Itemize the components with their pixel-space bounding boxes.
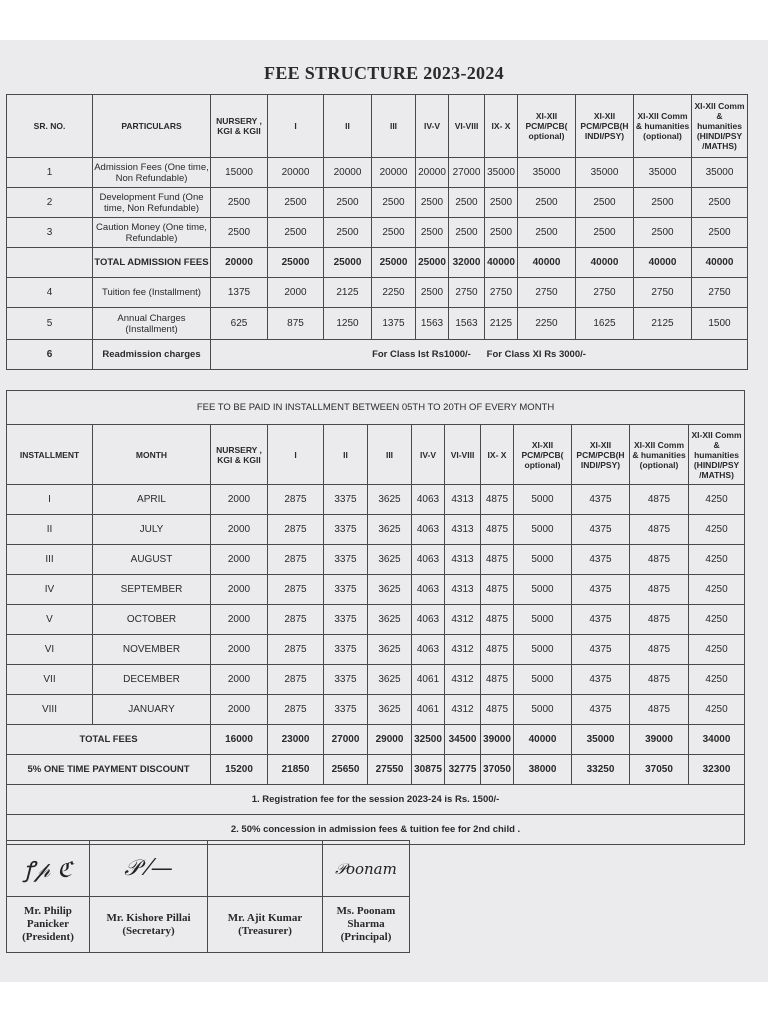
fee-value: 2500 xyxy=(576,218,634,248)
fee-value: 4063 xyxy=(412,605,445,635)
fee-value: 2250 xyxy=(518,308,576,340)
table-row xyxy=(7,665,745,695)
fee-value: 4063 xyxy=(412,485,445,515)
fee-value: 2500 xyxy=(485,188,518,218)
fee-value: 625 xyxy=(211,308,268,340)
fee-value: 20000 xyxy=(268,158,324,188)
fee-value: 4375 xyxy=(572,485,630,515)
fee-value: 35000 xyxy=(572,725,630,755)
column-header: XI-XII Comm & humanities (HINDI/PSY /MATHS) xyxy=(689,425,745,485)
particular-label: Annual Charges (Installment) xyxy=(93,308,211,340)
fee-value: 32300 xyxy=(689,755,745,785)
fee-value: 2500 xyxy=(324,218,372,248)
fee-value: 3375 xyxy=(324,485,368,515)
installment-number: VI xyxy=(7,635,93,665)
fee-value: 25000 xyxy=(372,248,416,278)
serial-number: 4 xyxy=(7,278,93,308)
fee-value: 2000 xyxy=(211,545,268,575)
signature-secretary: 𝒫 ⁄— xyxy=(90,841,208,897)
fee-value: 37050 xyxy=(630,755,689,785)
table-row xyxy=(7,695,745,725)
fee-value: 32000 xyxy=(449,248,485,278)
column-header: XI-XII PCM/PCB(H INDI/PSY) xyxy=(572,425,630,485)
fee-value: 4875 xyxy=(630,635,689,665)
particular-label: TOTAL ADMISSION FEES xyxy=(93,248,211,278)
fee-value: 5000 xyxy=(514,605,572,635)
fee-value: 2125 xyxy=(324,278,372,308)
fee-value: 29000 xyxy=(368,725,412,755)
fee-value: 32775 xyxy=(445,755,481,785)
signatory-name: Mr. Ajit Kumar (Treasurer) xyxy=(208,897,323,953)
fee-value: 25000 xyxy=(324,248,372,278)
fee-value: 3625 xyxy=(368,545,412,575)
fee-value: 20000 xyxy=(324,158,372,188)
fee-value: 5000 xyxy=(514,695,572,725)
fee-value: 3375 xyxy=(324,665,368,695)
fee-value: 2000 xyxy=(211,575,268,605)
column-header: IV-V xyxy=(416,95,449,158)
fee-value: 2750 xyxy=(449,278,485,308)
fee-value: 4312 xyxy=(445,665,481,695)
fee-value: 35000 xyxy=(634,158,692,188)
fee-value: 2750 xyxy=(518,278,576,308)
column-header: PARTICULARS xyxy=(93,95,211,158)
fee-value: 40000 xyxy=(634,248,692,278)
fee-value: 2500 xyxy=(692,218,748,248)
fee-value: 3375 xyxy=(324,605,368,635)
fee-value: 2500 xyxy=(268,218,324,248)
fee-value: 4313 xyxy=(445,485,481,515)
column-header: XI-XII PCM/PCB(H INDI/PSY) xyxy=(576,95,634,158)
column-header: IX- X xyxy=(485,95,518,158)
column-header: SR. NO. xyxy=(7,95,93,158)
fee-value: 5000 xyxy=(514,515,572,545)
fee-value: 3375 xyxy=(324,575,368,605)
fee-value: 3625 xyxy=(368,695,412,725)
fee-value: 4250 xyxy=(689,665,745,695)
serial-number: 1 xyxy=(7,158,93,188)
fee-value: 1563 xyxy=(416,308,449,340)
fee-value: 23000 xyxy=(268,725,324,755)
fee-value: 4875 xyxy=(630,545,689,575)
fee-value: 2500 xyxy=(518,188,576,218)
readmission-row xyxy=(7,340,748,370)
fee-value: 20000 xyxy=(372,158,416,188)
installment-table xyxy=(6,390,745,845)
column-header: XI-XII Comm & humanities (optional) xyxy=(634,95,692,158)
fee-value: 4250 xyxy=(689,515,745,545)
fee-value: 4375 xyxy=(572,575,630,605)
column-header: INSTALLMENT xyxy=(7,425,93,485)
fee-value: 4061 xyxy=(412,665,445,695)
fee-value: 4061 xyxy=(412,695,445,725)
column-header: NURSERY , KGI & KGII xyxy=(211,95,268,158)
fee-value: 2875 xyxy=(268,605,324,635)
table-row xyxy=(7,248,748,278)
fee-value: 2125 xyxy=(485,308,518,340)
column-header: XI-XII PCM/PCB( optional) xyxy=(514,425,572,485)
fee-value: 40000 xyxy=(514,725,572,755)
discount-row xyxy=(7,755,745,785)
fee-value: 40000 xyxy=(518,248,576,278)
fee-value: 2875 xyxy=(268,515,324,545)
installment-number: V xyxy=(7,605,93,635)
month-label: AUGUST xyxy=(93,545,211,575)
signature-president: ꝭ𝓅 ℭ xyxy=(7,841,90,897)
fee-value: 2875 xyxy=(268,695,324,725)
fee-value: 34500 xyxy=(445,725,481,755)
column-header: III xyxy=(372,95,416,158)
fee-value: 3625 xyxy=(368,515,412,545)
fee-value: 4875 xyxy=(630,605,689,635)
fee-value: 4250 xyxy=(689,485,745,515)
installment-number: VIII xyxy=(7,695,93,725)
fee-value: 5000 xyxy=(514,545,572,575)
column-header: XI-XII PCM/PCB( optional) xyxy=(518,95,576,158)
fee-value: 4313 xyxy=(445,575,481,605)
signature-treasurer xyxy=(208,841,323,897)
fee-value: 3625 xyxy=(368,665,412,695)
fee-value: 2875 xyxy=(268,575,324,605)
fee-value: 2000 xyxy=(211,635,268,665)
fee-value: 40000 xyxy=(576,248,634,278)
note-text: 1. Registration fee for the session 2023-24 is Rs. 1500/- xyxy=(7,785,745,815)
fee-value: 2500 xyxy=(576,188,634,218)
fee-value: 2875 xyxy=(268,635,324,665)
fee-value: 3375 xyxy=(324,545,368,575)
fee-value: 2000 xyxy=(211,665,268,695)
fee-value: 21850 xyxy=(268,755,324,785)
month-label: JANUARY xyxy=(93,695,211,725)
fee-value: 3375 xyxy=(324,515,368,545)
fee-value: 3625 xyxy=(368,635,412,665)
fee-value: 2500 xyxy=(268,188,324,218)
fee-value: 2000 xyxy=(268,278,324,308)
fee-value: 1563 xyxy=(449,308,485,340)
fee-value: 33250 xyxy=(572,755,630,785)
fee-value: 2500 xyxy=(416,278,449,308)
fee-value: 25650 xyxy=(324,755,368,785)
fee-value: 34000 xyxy=(689,725,745,755)
fee-value: 15000 xyxy=(211,158,268,188)
fee-value: 4875 xyxy=(481,575,514,605)
fee-value: 4063 xyxy=(412,515,445,545)
fee-value: 38000 xyxy=(514,755,572,785)
table-row xyxy=(7,575,745,605)
fee-value: 4875 xyxy=(630,485,689,515)
fee-value: 2750 xyxy=(576,278,634,308)
column-header: IV-V xyxy=(412,425,445,485)
column-header: II xyxy=(324,95,372,158)
fee-value: 2500 xyxy=(372,218,416,248)
table-row xyxy=(7,218,748,248)
fee-value: 4312 xyxy=(445,695,481,725)
fee-value: 39000 xyxy=(481,725,514,755)
fee-value: 2000 xyxy=(211,485,268,515)
fee-value: 2000 xyxy=(211,605,268,635)
signature-table xyxy=(6,840,410,953)
installment-number: IV xyxy=(7,575,93,605)
fee-value: 3375 xyxy=(324,695,368,725)
fee-value: 4875 xyxy=(481,605,514,635)
fee-value: 4063 xyxy=(412,575,445,605)
fee-value: 2500 xyxy=(518,218,576,248)
fee-value: 4313 xyxy=(445,545,481,575)
fee-value: 2875 xyxy=(268,665,324,695)
fee-value: 2750 xyxy=(692,278,748,308)
particular-label: Caution Money (One time, Refundable) xyxy=(93,218,211,248)
row-label: 5% ONE TIME PAYMENT DISCOUNT xyxy=(7,755,211,785)
installment-banner: FEE TO BE PAID IN INSTALLMENT BETWEEN 05TH TO 20TH OF EVERY MONTH xyxy=(7,391,745,425)
fee-value: 2500 xyxy=(416,188,449,218)
fee-value: 2500 xyxy=(211,188,268,218)
fee-value: 2750 xyxy=(634,278,692,308)
serial-number xyxy=(7,248,93,278)
fee-value: 25000 xyxy=(416,248,449,278)
column-header: XI-XII Comm & humanities (HINDI/PSY /MATHS) xyxy=(692,95,748,158)
fee-value: 2500 xyxy=(449,188,485,218)
signature-principal: 𝒫oonam xyxy=(323,841,410,897)
table-row xyxy=(7,158,748,188)
fee-value: 2500 xyxy=(449,218,485,248)
fee-value: 2500 xyxy=(634,188,692,218)
installment-number: VII xyxy=(7,665,93,695)
note-text: 2. 50% concession in admission fees & tuition fee for 2nd child . xyxy=(7,815,745,845)
particular-label: Development Fund (One time, Non Refundable) xyxy=(93,188,211,218)
column-header: II xyxy=(324,425,368,485)
month-label: OCTOBER xyxy=(93,605,211,635)
table-row xyxy=(7,605,745,635)
fee-value: 4375 xyxy=(572,605,630,635)
fee-value: 15200 xyxy=(211,755,268,785)
serial-number: 5 xyxy=(7,308,93,340)
column-header: NURSERY , KGI & KGII xyxy=(211,425,268,485)
fee-value: 2500 xyxy=(211,218,268,248)
fee-value: 30875 xyxy=(412,755,445,785)
fee-value: 35000 xyxy=(692,158,748,188)
column-header: I xyxy=(268,95,324,158)
fee-value: 32500 xyxy=(412,725,445,755)
page-title: FEE STRUCTURE 2023-2024 xyxy=(264,63,504,83)
table-row xyxy=(7,545,745,575)
row-label: TOTAL FEES xyxy=(7,725,211,755)
month-label: DECEMBER xyxy=(93,665,211,695)
fee-structure-table xyxy=(6,94,748,370)
fee-value: 1250 xyxy=(324,308,372,340)
fee-value: 3625 xyxy=(368,605,412,635)
fee-value: 3375 xyxy=(324,635,368,665)
column-header: VI-VIII xyxy=(445,425,481,485)
fee-value: 4875 xyxy=(481,515,514,545)
column-header: VI-VIII xyxy=(449,95,485,158)
column-header: I xyxy=(268,425,324,485)
installment-number: I xyxy=(7,485,93,515)
fee-value: 1375 xyxy=(372,308,416,340)
installment-number: II xyxy=(7,515,93,545)
column-header: XI-XII Comm & humanities (optional) xyxy=(630,425,689,485)
fee-value: 2500 xyxy=(634,218,692,248)
fee-value: 2500 xyxy=(692,188,748,218)
fee-value: 35000 xyxy=(485,158,518,188)
fee-value: 2000 xyxy=(211,515,268,545)
fee-value: 4250 xyxy=(689,695,745,725)
month-label: SEPTEMBER xyxy=(93,575,211,605)
fee-value: 2500 xyxy=(324,188,372,218)
particular-label: Readmission charges xyxy=(93,340,211,370)
fee-value: 2875 xyxy=(268,485,324,515)
fee-value: 4313 xyxy=(445,515,481,545)
fee-value: 4875 xyxy=(630,695,689,725)
month-label: JULY xyxy=(93,515,211,545)
fee-value: 4250 xyxy=(689,635,745,665)
particular-label: Tuition fee (Installment) xyxy=(93,278,211,308)
fee-value: 4375 xyxy=(572,635,630,665)
fee-value: 40000 xyxy=(692,248,748,278)
fee-value: 4875 xyxy=(481,485,514,515)
fee-value: 20000 xyxy=(416,158,449,188)
month-label: APRIL xyxy=(93,485,211,515)
fee-value: 4312 xyxy=(445,605,481,635)
fee-value: 4375 xyxy=(572,665,630,695)
serial-number: 2 xyxy=(7,188,93,218)
fee-value: 5000 xyxy=(514,485,572,515)
fee-value: 35000 xyxy=(576,158,634,188)
fee-value: 3625 xyxy=(368,485,412,515)
fee-value: 4875 xyxy=(481,695,514,725)
signatory-name: Mr. Kishore Pillai (Secretary) xyxy=(90,897,208,953)
fee-value: 4375 xyxy=(572,545,630,575)
signatory-name: Mr. Philip Panicker (President) xyxy=(7,897,90,953)
fee-value: 4875 xyxy=(630,575,689,605)
fee-value: 1625 xyxy=(576,308,634,340)
table-row xyxy=(7,308,748,340)
fee-value: 40000 xyxy=(485,248,518,278)
fee-value: 27000 xyxy=(449,158,485,188)
fee-value: 2750 xyxy=(485,278,518,308)
particular-label: Admission Fees (One time, Non Refundable) xyxy=(93,158,211,188)
fee-value: 4312 xyxy=(445,635,481,665)
fee-value: 1500 xyxy=(692,308,748,340)
fee-value: 2500 xyxy=(485,218,518,248)
installment-number: III xyxy=(7,545,93,575)
fee-value: 5000 xyxy=(514,575,572,605)
fee-value: 2125 xyxy=(634,308,692,340)
fee-value: 4063 xyxy=(412,545,445,575)
table-row xyxy=(7,188,748,218)
fee-value: 4875 xyxy=(481,545,514,575)
fee-value: 16000 xyxy=(211,725,268,755)
fee-value: 4063 xyxy=(412,635,445,665)
fee-value: 20000 xyxy=(211,248,268,278)
table-row xyxy=(7,485,745,515)
fee-value: 4375 xyxy=(572,695,630,725)
fee-value: 4250 xyxy=(689,575,745,605)
table-row xyxy=(7,515,745,545)
fee-value: 39000 xyxy=(630,725,689,755)
fee-value: 4250 xyxy=(689,545,745,575)
fee-value: 27000 xyxy=(324,725,368,755)
table-row xyxy=(7,635,745,665)
fee-value: 4875 xyxy=(481,665,514,695)
fee-value: 875 xyxy=(268,308,324,340)
fee-value: 2000 xyxy=(211,695,268,725)
column-header: III xyxy=(368,425,412,485)
table-row xyxy=(7,278,748,308)
fee-value: 2500 xyxy=(372,188,416,218)
fee-value: 27550 xyxy=(368,755,412,785)
fee-value: 2875 xyxy=(268,545,324,575)
fee-value: 5000 xyxy=(514,665,572,695)
serial-number: 6 xyxy=(7,340,93,370)
fee-value: 4875 xyxy=(481,635,514,665)
fee-value: 25000 xyxy=(268,248,324,278)
fee-value: 4250 xyxy=(689,605,745,635)
fee-value: 35000 xyxy=(518,158,576,188)
signatory-name: Ms. Poonam Sharma (Principal) xyxy=(323,897,410,953)
fee-value: 4875 xyxy=(630,665,689,695)
fee-value: 2250 xyxy=(372,278,416,308)
total-fees-row xyxy=(7,725,745,755)
fee-value: 4375 xyxy=(572,515,630,545)
fee-value: 5000 xyxy=(514,635,572,665)
month-label: NOVEMBER xyxy=(93,635,211,665)
fee-value: 2500 xyxy=(416,218,449,248)
readmission-text: For Class Ist Rs1000/- For Class XI Rs 3000/- xyxy=(211,340,748,370)
fee-value: 4875 xyxy=(630,515,689,545)
column-header: MONTH xyxy=(93,425,211,485)
column-header: IX- X xyxy=(481,425,514,485)
fee-value: 3625 xyxy=(368,575,412,605)
fee-value: 37050 xyxy=(481,755,514,785)
fee-value: 1375 xyxy=(211,278,268,308)
serial-number: 3 xyxy=(7,218,93,248)
